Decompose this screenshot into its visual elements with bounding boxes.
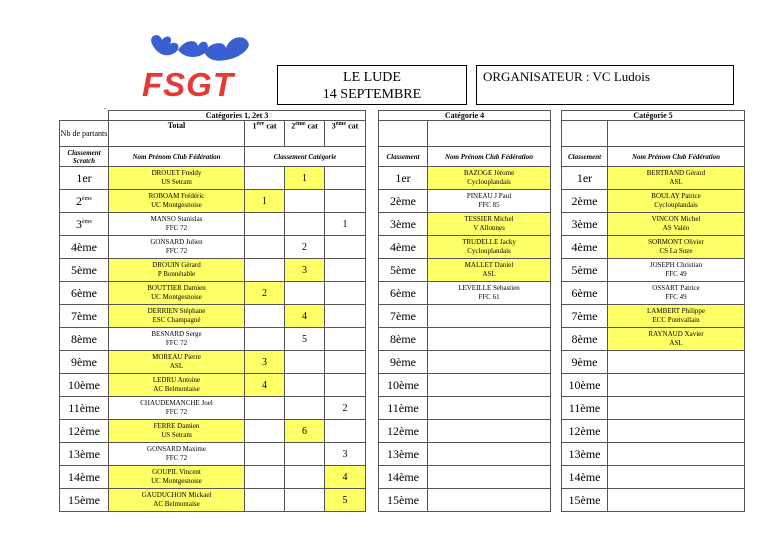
table-row	[60, 236, 366, 259]
rider-club: UC Montgesnoise	[151, 293, 202, 301]
rank-cell: 4ème	[562, 236, 608, 259]
rider-club: FFC 85	[478, 201, 500, 209]
table-row	[562, 305, 745, 328]
rider-name: LEVEILLE Sebastien	[458, 284, 520, 292]
rank-cell: 14ème	[379, 466, 428, 489]
rank-cell: 6ème	[562, 282, 608, 305]
table-row	[379, 213, 551, 236]
rank-cell: 14ème	[60, 466, 109, 489]
event-date: 14 SEPTEMBRE	[322, 87, 422, 102]
rider-cell	[428, 443, 551, 466]
rank-cell: 11ème	[379, 397, 428, 420]
rank-cell: 2ème	[60, 190, 109, 213]
rider-name: BOULAY Patrice	[651, 192, 701, 200]
rider-cell	[109, 489, 245, 512]
cat1-label: 1ère cat	[245, 121, 285, 147]
event-title: LE LUDE	[343, 70, 401, 85]
rider-club: FFC 72	[165, 408, 188, 416]
nb-partants-label: Nb de partants	[60, 121, 109, 147]
rider-club: CS La Suze	[659, 247, 693, 255]
c3-rank-cell: 2	[325, 397, 366, 420]
rank-cell: 1er	[562, 167, 608, 190]
rider-name: TRUDELLE Jacky	[462, 238, 516, 246]
c3-rank-cell	[325, 374, 366, 397]
table-row	[60, 443, 366, 466]
c2-rank-cell	[285, 397, 325, 420]
rider-name: ROBOAM Frédéric	[148, 192, 205, 200]
c3-rank-cell: 1	[325, 213, 366, 236]
rider-name: BESNARD Serge	[151, 330, 202, 338]
table-row	[562, 351, 745, 374]
rider-cell	[608, 443, 745, 466]
table-row	[60, 305, 366, 328]
rider-cell	[428, 236, 551, 259]
table-row	[562, 213, 745, 236]
rank-cell: 3ème	[562, 213, 608, 236]
rider-name: JOSEPH Christian	[649, 261, 703, 269]
rider-cell	[608, 190, 745, 213]
rank-cell: 3ème	[60, 213, 109, 236]
rider-cell	[109, 213, 245, 236]
rank-cell: 8ème	[562, 328, 608, 351]
rider-cell	[428, 351, 551, 374]
c3-rank-cell: 4	[325, 466, 366, 489]
table-row	[60, 167, 366, 190]
rider-cell	[608, 282, 745, 305]
c2-rank-cell: 2	[285, 236, 325, 259]
rank-cell: 5ème	[60, 259, 109, 282]
rider-club: AS Valéo	[662, 224, 690, 232]
rider-club: ESC Champagné	[152, 316, 201, 324]
rider-name: FERRE Damien	[153, 422, 200, 430]
rank-cell: 13ème	[562, 443, 608, 466]
c1-rank-cell	[245, 489, 285, 512]
rider-cell	[608, 466, 745, 489]
rider-cell	[428, 213, 551, 236]
table-row	[379, 397, 551, 420]
table-row	[562, 190, 745, 213]
rank-cell: 13ème	[379, 443, 428, 466]
rank-cell: 6ème	[60, 282, 109, 305]
table-row	[60, 259, 366, 282]
organizer-label: ORGANISATEUR : VC Ludois	[483, 69, 650, 84]
rider-cell	[428, 466, 551, 489]
cat3-label: 3ème cat	[325, 121, 366, 147]
rank-cell: 3ème	[379, 213, 428, 236]
table-row	[562, 397, 745, 420]
rider-cell	[608, 420, 745, 443]
rank-cell: 7ème	[379, 305, 428, 328]
rider-club: FFC 61	[478, 293, 500, 301]
rider-name: MALLET Daniel	[464, 261, 514, 269]
c1-rank-cell	[245, 397, 285, 420]
c1-rank-cell: 4	[245, 374, 285, 397]
rank-cell: 9ème	[562, 351, 608, 374]
rider-name: MANSO Stanislas	[150, 215, 203, 223]
table-row	[379, 420, 551, 443]
rider-name: GONSARD Maxime	[147, 445, 206, 453]
table2-title: Catégorie 4	[379, 111, 551, 121]
total-label: Total	[109, 121, 245, 147]
rider-cell	[428, 328, 551, 351]
c2-rank-cell	[285, 282, 325, 305]
table-row	[379, 282, 551, 305]
c2-rank-cell	[285, 213, 325, 236]
rank-cell: 15ème	[562, 489, 608, 512]
rider-cell	[109, 305, 245, 328]
table-row	[379, 259, 551, 282]
rider-cell	[109, 443, 245, 466]
event-title-box	[277, 65, 467, 105]
c2-rank-cell	[285, 351, 325, 374]
col-classement: Classement	[379, 147, 428, 167]
table-row	[562, 259, 745, 282]
table-row	[379, 190, 551, 213]
c3-rank-cell	[325, 282, 366, 305]
c3-rank-cell	[325, 420, 366, 443]
rider-name: PINEAU J Paul	[466, 192, 512, 200]
rider-club: FFC 49	[665, 270, 687, 278]
rank-cell: 8ème	[379, 328, 428, 351]
table-row	[60, 351, 366, 374]
rider-cell	[608, 489, 745, 512]
table-row	[379, 489, 551, 512]
rider-cell	[109, 190, 245, 213]
rank-cell: 15ème	[379, 489, 428, 512]
table-row	[60, 282, 366, 305]
logo-text: FSGT	[142, 66, 234, 103]
col-nom-club: Nom Prénom Club Fédération	[608, 147, 745, 167]
c1-rank-cell	[245, 236, 285, 259]
c3-rank-cell	[325, 236, 366, 259]
rider-cell	[109, 328, 245, 351]
rider-cell	[608, 351, 745, 374]
rider-name: RAYNAUD Xavier	[648, 330, 704, 338]
c1-rank-cell	[245, 305, 285, 328]
rider-club: FFC 72	[165, 454, 188, 462]
rider-cell	[428, 259, 551, 282]
rider-name: LAMBERT Philippe	[647, 307, 705, 315]
rider-club: FFC 49	[665, 293, 687, 301]
rider-cell	[608, 397, 745, 420]
rider-name: CHAUDEMANCHE Joel	[140, 399, 213, 407]
c1-rank-cell	[245, 328, 285, 351]
rank-cell: 11ème	[562, 397, 608, 420]
c2-rank-cell	[285, 443, 325, 466]
rider-club: V Allonnes	[473, 224, 505, 232]
rider-club: ASL	[169, 362, 184, 370]
rank-cell: 5ème	[562, 259, 608, 282]
col-nom-club: Nom Prénom Club Fédération	[428, 147, 551, 167]
rider-cell	[428, 374, 551, 397]
col-classement-categorie: Classement Catégorie	[245, 147, 366, 167]
c1-rank-cell: 3	[245, 351, 285, 374]
table-row	[379, 466, 551, 489]
rank-cell: 11ème	[60, 397, 109, 420]
c2-rank-cell	[285, 489, 325, 512]
rank-cell: 2ème	[562, 190, 608, 213]
rider-cell	[428, 282, 551, 305]
rider-cell	[109, 420, 245, 443]
table-row	[562, 167, 745, 190]
rider-cell	[428, 489, 551, 512]
c1-rank-cell	[245, 259, 285, 282]
rank-cell: 12ème	[379, 420, 428, 443]
table-row	[379, 374, 551, 397]
rider-cell	[428, 167, 551, 190]
table-row	[60, 489, 366, 512]
col-nom-club: Nom Prénom Club Fédération	[109, 147, 245, 167]
rider-club: AC Belmontaise	[153, 500, 200, 508]
rank-cell: 15ème	[60, 489, 109, 512]
rider-cell	[109, 259, 245, 282]
c3-rank-cell	[325, 328, 366, 351]
rider-club: P Bonnétable	[157, 270, 196, 278]
rider-cell	[608, 167, 745, 190]
rank-cell: 13ème	[60, 443, 109, 466]
c2-rank-cell: 4	[285, 305, 325, 328]
rider-name: DROUIN Gérard	[152, 261, 201, 269]
c1-rank-cell	[245, 420, 285, 443]
rider-name: BOUTTIER Damien	[147, 284, 206, 292]
rank-cell: 12ème	[562, 420, 608, 443]
rider-cell	[608, 259, 745, 282]
rider-cell	[109, 236, 245, 259]
rank-cell: 10ème	[562, 374, 608, 397]
table-row	[379, 305, 551, 328]
rider-name: MOREAU Pierre	[152, 353, 201, 361]
rank-cell: 10ème	[60, 374, 109, 397]
rider-name: OSSART Patrice	[652, 284, 700, 292]
rider-cell	[109, 466, 245, 489]
rider-club: Cyclouplandais	[467, 247, 511, 255]
fsgt-logo	[140, 30, 260, 102]
rider-name: LEDRU Antoine	[152, 376, 201, 384]
c3-rank-cell	[325, 167, 366, 190]
rider-cell	[608, 374, 745, 397]
col-classement-scratch: Classement Scratch	[60, 147, 109, 167]
rider-name: GONSARD Julien	[150, 238, 203, 246]
table-row	[379, 236, 551, 259]
rider-club: UC Montgesnoise	[151, 477, 202, 485]
c3-rank-cell	[325, 259, 366, 282]
rider-cell	[608, 305, 745, 328]
table-row	[379, 167, 551, 190]
logo-figures-icon	[140, 30, 260, 70]
rank-cell: 4ème	[379, 236, 428, 259]
rider-name: GAUDUCHON Mickael	[141, 491, 212, 499]
c2-rank-cell: 1	[285, 167, 325, 190]
rider-cell	[428, 305, 551, 328]
rider-cell	[608, 213, 745, 236]
rank-cell: 8ème	[60, 328, 109, 351]
table-row	[60, 420, 366, 443]
table-row	[562, 443, 745, 466]
organizer-box	[476, 65, 734, 105]
c2-rank-cell	[285, 190, 325, 213]
rank-cell: 14ème	[562, 466, 608, 489]
rider-cell	[428, 397, 551, 420]
rider-cell	[428, 420, 551, 443]
c3-rank-cell	[325, 305, 366, 328]
rank-cell: 1er	[60, 167, 109, 190]
table-row	[60, 466, 366, 489]
rider-club: ASL	[669, 339, 683, 347]
table-row	[60, 190, 366, 213]
rider-cell	[428, 190, 551, 213]
rank-cell: 9ème	[379, 351, 428, 374]
c3-rank-cell	[325, 190, 366, 213]
table-row	[379, 328, 551, 351]
c1-rank-cell	[245, 443, 285, 466]
col-classement: Classement	[562, 147, 608, 167]
rider-name: SORMONT Olivier	[648, 238, 704, 246]
cat2-label: 2ème cat	[285, 121, 325, 147]
rider-club: ASL	[482, 270, 496, 278]
c1-rank-cell	[245, 213, 285, 236]
table-row	[562, 328, 745, 351]
rider-name: DERRIEN Stéphane	[147, 307, 206, 315]
rider-name: TESSIER Michel	[464, 215, 514, 223]
rider-cell	[608, 236, 745, 259]
rider-club: FFC 72	[165, 224, 188, 232]
table-row	[562, 236, 745, 259]
rider-club: UC Montgesnoise	[151, 201, 202, 209]
c1-rank-cell: 2	[245, 282, 285, 305]
table-categorie-5	[561, 110, 745, 512]
rider-cell	[608, 328, 745, 351]
rank-cell: 4ème	[60, 236, 109, 259]
table-row	[562, 282, 745, 305]
rank-cell: 2ème	[379, 190, 428, 213]
rider-club: Cyclouplandais	[467, 178, 511, 186]
rider-club: ECC Pontvallain	[652, 316, 700, 324]
rider-cell	[109, 374, 245, 397]
table-row	[60, 397, 366, 420]
c1-rank-cell	[245, 466, 285, 489]
rider-club: FFC 72	[165, 339, 188, 347]
table-categorie-4	[378, 110, 551, 512]
rank-cell: 1er	[379, 167, 428, 190]
rider-club: US Setram	[161, 431, 192, 439]
table-row	[379, 443, 551, 466]
table-row	[562, 489, 745, 512]
rank-cell: 6ème	[379, 282, 428, 305]
c3-rank-cell: 3	[325, 443, 366, 466]
rider-club: Cyclouplandais	[654, 201, 698, 209]
table-row	[379, 351, 551, 374]
table-row	[60, 213, 366, 236]
c1-rank-cell	[245, 167, 285, 190]
rider-name: BAZOGE Jérome	[463, 169, 515, 177]
rider-name: BERTRAND Gérard	[646, 169, 706, 177]
rider-name: DROUET Freddy	[151, 169, 202, 177]
c1-rank-cell: 1	[245, 190, 285, 213]
rider-cell	[109, 351, 245, 374]
c2-rank-cell: 5	[285, 328, 325, 351]
rank-cell: 7ème	[60, 305, 109, 328]
rider-cell	[109, 167, 245, 190]
rider-cell	[109, 282, 245, 305]
c2-rank-cell: 3	[285, 259, 325, 282]
c3-rank-cell	[325, 351, 366, 374]
c2-rank-cell: 6	[285, 420, 325, 443]
rank-cell: 7ème	[562, 305, 608, 328]
c2-rank-cell	[285, 374, 325, 397]
rank-cell: 12ème	[60, 420, 109, 443]
c3-rank-cell: 5	[325, 489, 366, 512]
table-row	[60, 328, 366, 351]
rank-cell: 5ème	[379, 259, 428, 282]
rider-name: GOUPIL Vincent	[152, 468, 201, 476]
rider-club: US Setram	[161, 178, 192, 186]
c2-rank-cell	[285, 466, 325, 489]
table-row	[562, 466, 745, 489]
rank-cell: 9ème	[60, 351, 109, 374]
rider-club: FFC 72	[165, 247, 188, 255]
table-categories-1-2-3	[59, 110, 366, 512]
table-row	[60, 374, 366, 397]
rider-club: AC Belmontaise	[153, 385, 200, 393]
rider-club: ASL	[669, 178, 683, 186]
table1-title: Catégories 1, 2et 3	[109, 111, 366, 121]
table3-title: Catégorie 5	[562, 111, 745, 121]
rank-cell: 10ème	[379, 374, 428, 397]
rider-cell	[109, 397, 245, 420]
table-row	[562, 420, 745, 443]
table-row	[562, 374, 745, 397]
rider-name: VINCON Michel	[651, 215, 701, 223]
